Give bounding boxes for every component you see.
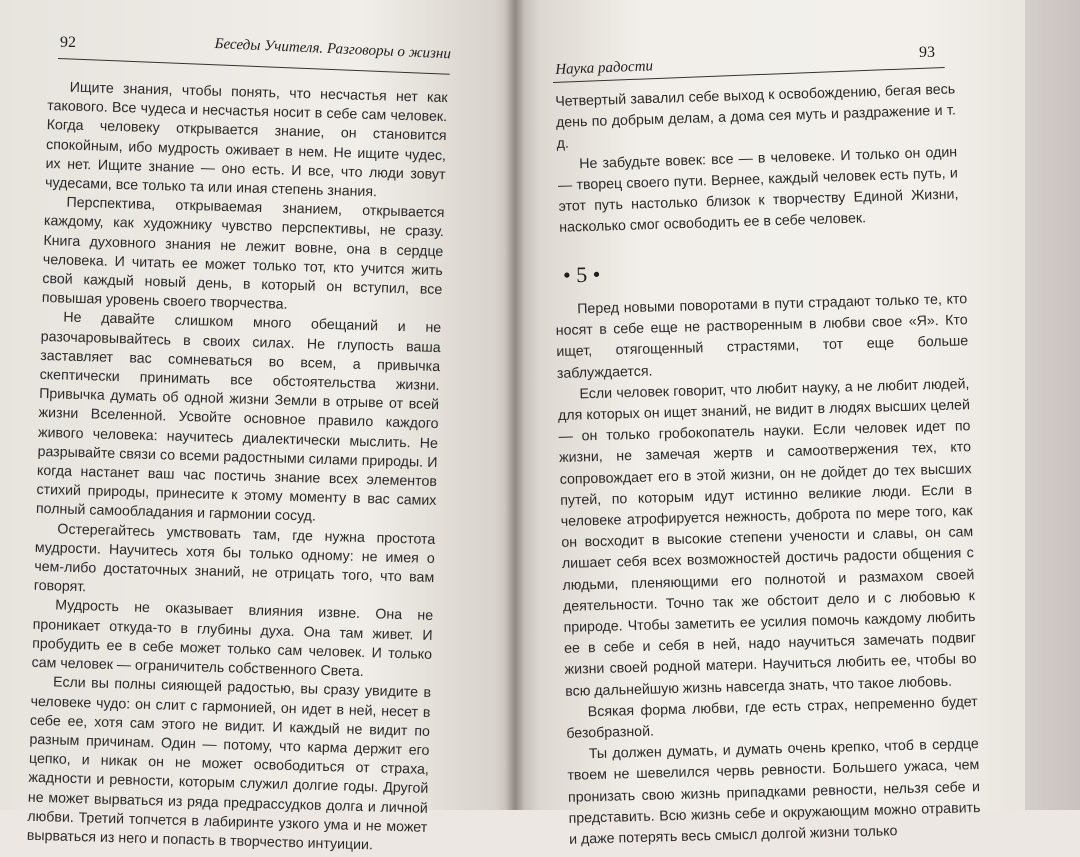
- right-running-head: Наука радости: [555, 58, 654, 78]
- chapter-number: • 5 •: [562, 261, 601, 288]
- paragraph: Ты должен думать, и думать очень крепко, чтоб в сердце твоем не шевелился червь ревности. Большего ужаса, чем пронизать свою жизнь припадками ревности, нельзя себе и представить. Всю жизнь себе и окружающим можно отравить и даже потерять весь смысл долгой жизни только: [567, 736, 981, 848]
- book-spine-shadow: [505, 0, 525, 810]
- paragraph: Ищите знания, чтобы понять, что несчастья нет как такового. Все чудеса и несчастья носит в себе сам человек. Когда человеку открывается знание, он становится спокойным, ибо мудрость оживает в нем. Не ищите чудес, их нет. Ищите знание — оно есть. И все, что люди зовут чудесами, все только та или иная степень знания.: [44, 79, 448, 201]
- left-page: [0, 0, 515, 854]
- paragraph: Четвертый завалил себе выход к освобождению, бегая весь день по добрым делам, а дома сея муть и раздражение и т. д.: [555, 81, 957, 152]
- paragraph: Если человек говорит, что любит науку, а не любит людей, для которых он ищет знаний, не видит в людях высших целей — он только гробокопатель науки. Если человек идет по жизни, не замечая жертв и самоотвержения тех, кто сопровождает его в этой жизни, он не дойдет до тех высших путей, по которым идут истинно великие люди. Если в человеке атрофируется нежность, доброта по мере того, как он восходит в высокие степени учености и славы, он сам лишает себя всех возможностей достичь радости общения с людьми, пленяющими его полнотой и размахом своей деятельности. Точно так же обстоит дело и с любовью к природе. Чтобы заметить ее усилия помочь каждому любить ее в себе и себя в ней, надо научиться замечать подвиг жизни своей родной матери. Научиться любить ее, чтобы во всю дальнейшую жизнь навсегда знать, что такое любовь.: [557, 375, 977, 700]
- paragraph: Перспектива, открываемая знанием, открывается каждому, как художнику чувство перспективы, не сразу. Книга духовного знания не лежит вовне, она в сердце человека. И читать ее может только тот, кто учится жить свой каждый новый день, в который он вступил, все повышая уровень своего творчества.: [41, 194, 445, 314]
- left-page-body: [27, 78, 448, 857]
- right-page-number: 93: [919, 44, 935, 61]
- left-page-number: 92: [60, 34, 76, 51]
- left-running-head: Беседы Учителя. Разговоры о жизни: [214, 36, 452, 63]
- right-page-top-body: [555, 79, 959, 238]
- paragraph: Перед новыми поворотами в пути страдают только те, кто носят в себе еще не растворенным в любви свое «Я». Кто ищет, отягощенный страстями, тот еще больше заблуждается.: [555, 291, 969, 382]
- paragraph: Не забудьте вовек: все — в человеке. И только он один — творец своего пути. Вернее, каждый человек есть путь, и этот путь настолько близок к творчеству Единой Жизни, насколько смог освободить ее в себе человек.: [557, 144, 959, 236]
- right-page: [515, 0, 1025, 848]
- paragraph: Не давайте слишком много обещаний и не разочаровывайтесь в своих силах. Не глупость ваша заставляет вас сомневаться во всем, а привычка скептически принимать все обстоятельства жизни. Привычка думать об одной жизни Земли в отрыве от всей жизни Вселенной. Усвойте основное правило каждого живого человека: научитесь диалектически мыслить. Не разрывайте связи со всеми радостными силами природы. И когда настанет ваш час постичь знание всех элементов стихий природы, принесите к этому моменту в вас самих полный самообладания и гармонии сосуд.: [35, 309, 442, 526]
- right-page-body: [555, 289, 981, 851]
- paragraph: Мудрость не оказывает влияния извне. Она не проникает откуда-то в глубины духа. Она там живет. И пробудить ее в себе может только сам человек. И только сам человек — ограничитель собственного Света.: [31, 597, 434, 681]
- paragraph: Всякая форма любви, где есть страх, непременно будет безобразной.: [566, 693, 978, 742]
- paragraph: Если вы полны сияющей радостью, вы сразу увидите в человеке чудо: он слит с гармонией, он идет в ней, несет в себе ее, хотя сам этого не видит. И каждый не видит по разным причинам. Один — потому, что карма держит его цепко, и никак он не может освободиться от страха, жадности и ревности, которым служил долгие годы. Другой не может вырваться из ряда предрассудков долга и личной любви. Третий топчется в лабиринте узкого ума и не может вырваться из него и попасть в творчество интуиции.: [26, 674, 432, 854]
- paragraph: Остерегайтесь умствовать там, где нужна простота мудрости. Научитесь хотя бы только одному: не имея о чем-либо достаточных знаний, не отрицать того, что вам говорят.: [33, 521, 436, 596]
